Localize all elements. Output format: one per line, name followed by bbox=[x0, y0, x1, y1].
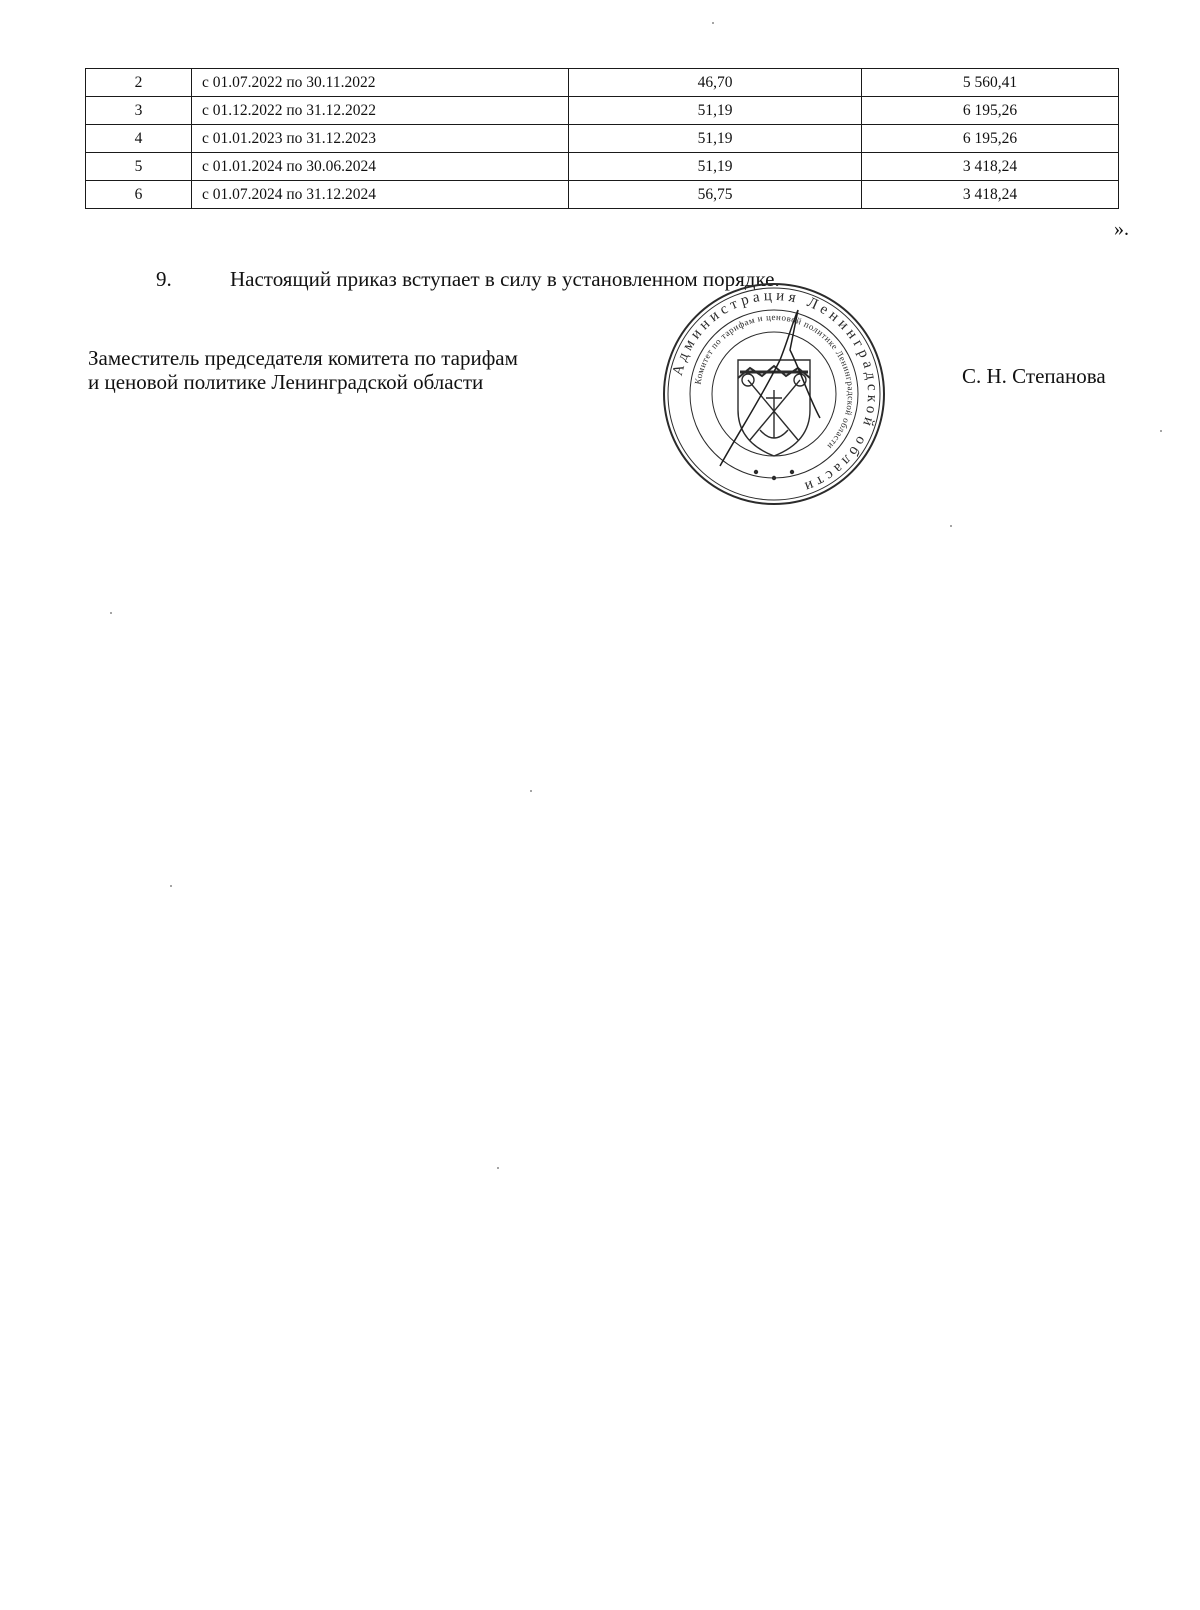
row-number: 2 bbox=[86, 69, 192, 97]
scan-speck bbox=[497, 1167, 499, 1169]
row-number: 4 bbox=[86, 125, 192, 153]
row-value-1: 46,70 bbox=[569, 69, 862, 97]
row-value-2: 3 418,24 bbox=[862, 153, 1119, 181]
row-number: 3 bbox=[86, 97, 192, 125]
signatory-position-line-2: и ценовой политике Ленинградской области bbox=[88, 370, 484, 394]
row-period: с 01.07.2024 по 31.12.2024 bbox=[192, 181, 569, 209]
scan-speck bbox=[170, 885, 172, 887]
signatory-name: С. Н. Степанова bbox=[962, 364, 1106, 388]
row-period: с 01.01.2023 по 31.12.2023 bbox=[192, 125, 569, 153]
row-period: с 01.12.2022 по 31.12.2022 bbox=[192, 97, 569, 125]
row-period: с 01.07.2022 по 30.11.2022 bbox=[192, 69, 569, 97]
row-value-1: 51,19 bbox=[569, 97, 862, 125]
seal-inner-text: Комитет по тарифам и ценовой политике Ленинградской области bbox=[692, 311, 857, 452]
tariff-table bbox=[85, 68, 1119, 209]
seal-icon bbox=[660, 280, 888, 508]
signatory-position-line-1: Заместитель председателя комитета по тарифам bbox=[88, 346, 518, 370]
official-seal bbox=[660, 280, 888, 508]
row-value-1: 51,19 bbox=[569, 153, 862, 181]
clause-number: 9. bbox=[156, 267, 172, 291]
row-value-2: 6 195,26 bbox=[862, 125, 1119, 153]
row-number: 6 bbox=[86, 181, 192, 209]
row-value-1: 56,75 bbox=[569, 181, 862, 209]
scan-speck bbox=[530, 790, 532, 792]
closing-quote: ». bbox=[1114, 218, 1129, 240]
seal-outer-text: Администрация Ленинградской области bbox=[669, 287, 881, 496]
table-row bbox=[86, 125, 1119, 153]
table-row bbox=[86, 69, 1119, 97]
row-value-2: 3 418,24 bbox=[862, 181, 1119, 209]
row-value-1: 51,19 bbox=[569, 125, 862, 153]
scan-speck bbox=[110, 612, 112, 614]
scan-speck bbox=[1160, 430, 1162, 432]
scan-speck bbox=[712, 22, 714, 24]
row-period: с 01.01.2024 по 30.06.2024 bbox=[192, 153, 569, 181]
table-row bbox=[86, 97, 1119, 125]
row-value-2: 5 560,41 bbox=[862, 69, 1119, 97]
table-row bbox=[86, 181, 1119, 209]
table-row bbox=[86, 153, 1119, 181]
row-value-2: 6 195,26 bbox=[862, 97, 1119, 125]
row-number: 5 bbox=[86, 153, 192, 181]
clause-text: Настоящий приказ вступает в силу в установленном порядке. bbox=[230, 267, 780, 291]
scan-speck bbox=[950, 525, 952, 527]
signatory-position bbox=[88, 346, 518, 394]
